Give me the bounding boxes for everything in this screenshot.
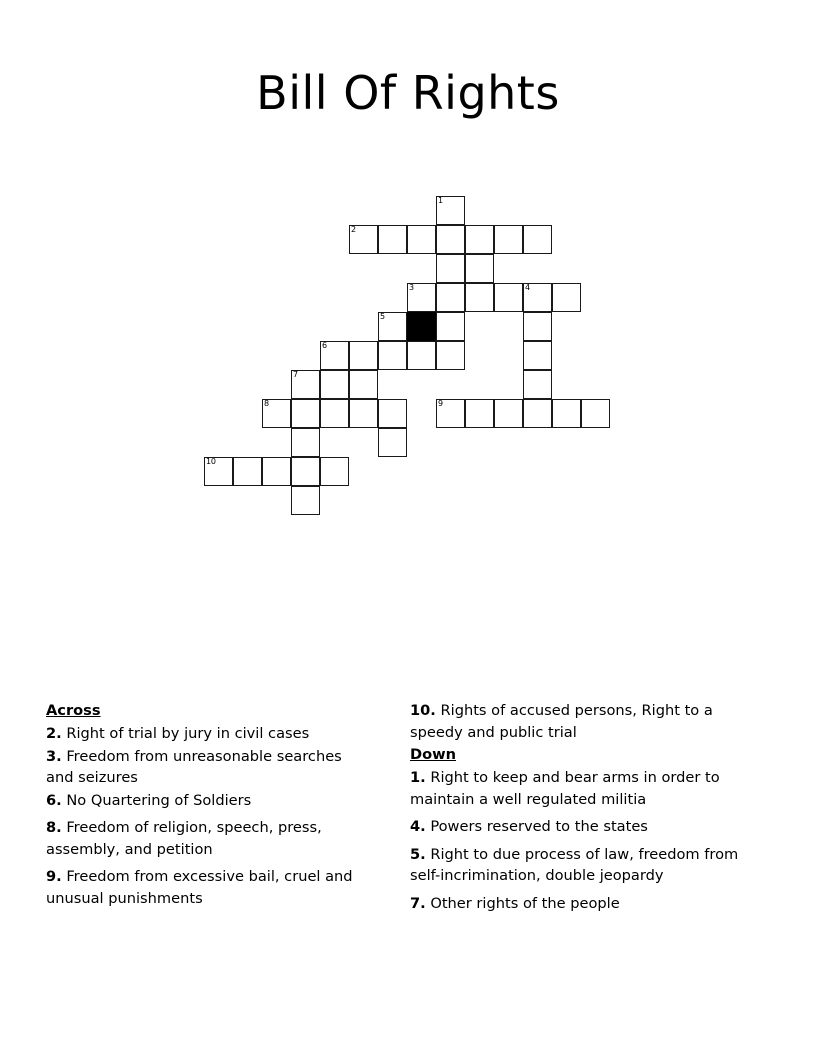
clue-text: Freedom from excessive bail, cruel and unusual punishments [46, 868, 353, 907]
clue-column-right [410, 700, 762, 915]
down-heading: Down [410, 746, 457, 763]
clue-across-6[interactable] [46, 790, 366, 812]
clue-text: Right to due process of law, freedom from self-incrimination, double jeopardy [410, 845, 739, 884]
clue-number: 8. [46, 819, 62, 836]
grid-cell[interactable] [523, 312, 552, 341]
crossword-grid[interactable] [204, 196, 614, 526]
cell-number: 4 [525, 283, 530, 292]
grid-cell[interactable] [349, 370, 378, 399]
grid-cell[interactable] [378, 312, 407, 341]
cell-number: 8 [264, 399, 269, 408]
grid-cell[interactable] [291, 457, 320, 486]
grid-cell[interactable] [407, 341, 436, 370]
grid-cell[interactable] [436, 283, 465, 312]
grid-cell[interactable] [291, 399, 320, 428]
grid-cell[interactable] [262, 399, 291, 428]
clue-across-9[interactable] [46, 866, 366, 909]
cell-number: 1 [438, 196, 443, 205]
clue-text: Freedom of religion, speech, press, assembly, and petition [46, 819, 322, 858]
grid-cell[interactable] [436, 341, 465, 370]
clue-column-left [46, 700, 366, 910]
clue-number: 6. [46, 791, 62, 809]
grid-cell[interactable] [320, 399, 349, 428]
grid-cell[interactable] [494, 225, 523, 254]
clue-across-10[interactable] [410, 700, 762, 743]
cell-number: 7 [293, 370, 298, 379]
clue-text: No Quartering of Soldiers [61, 791, 252, 809]
clue-number: 5. [410, 845, 426, 863]
grid-cell[interactable] [523, 399, 552, 428]
grid-cell[interactable] [465, 225, 494, 254]
clue-number: 1. [410, 769, 426, 786]
clue-number: 9. [46, 868, 62, 885]
grid-cell[interactable] [436, 225, 465, 254]
grid-cell[interactable] [436, 399, 465, 428]
grid-cell[interactable] [320, 370, 349, 399]
clue-text: Powers reserved to the states [425, 818, 648, 835]
clue-number: 7. [410, 894, 426, 912]
down-clue-list [410, 767, 762, 914]
grid-cell[interactable] [436, 254, 465, 283]
grid-cell[interactable] [494, 283, 523, 312]
grid-cell[interactable] [349, 225, 378, 254]
clue-across-8[interactable] [46, 817, 366, 860]
clue-down-5[interactable] [410, 844, 762, 887]
grid-cell[interactable] [407, 283, 436, 312]
cell-number: 5 [380, 312, 385, 321]
grid-cell[interactable] [262, 457, 291, 486]
grid-cell[interactable] [523, 341, 552, 370]
grid-cell[interactable] [291, 428, 320, 457]
grid-cell[interactable] [349, 399, 378, 428]
grid-cell[interactable] [291, 486, 320, 515]
grid-cell[interactable] [204, 457, 233, 486]
grid-cell[interactable] [494, 399, 523, 428]
grid-cell[interactable] [407, 225, 436, 254]
page-title: Bill Of Rights [256, 65, 560, 120]
cell-number: 10 [206, 457, 216, 466]
clue-down-4[interactable] [410, 816, 762, 838]
clue-across-3[interactable] [46, 746, 366, 789]
grid-cell[interactable] [523, 225, 552, 254]
grid-cell[interactable] [523, 370, 552, 399]
across-clue-list-continued [410, 700, 762, 743]
clue-number: 2. [46, 725, 62, 742]
clue-text: Freedom from unreasonable searches and seizures [46, 747, 342, 786]
clue-down-7[interactable] [410, 893, 762, 915]
grid-cell[interactable] [465, 399, 494, 428]
clue-across-2[interactable] [46, 723, 366, 745]
grid-cell[interactable] [291, 370, 320, 399]
grid-cell[interactable] [378, 341, 407, 370]
clue-text: Right of trial by jury in civil cases [61, 725, 310, 742]
grid-cell[interactable] [349, 341, 378, 370]
grid-cell[interactable] [320, 457, 349, 486]
clue-panel [46, 700, 776, 970]
grid-cell[interactable] [436, 196, 465, 225]
clue-down-1[interactable] [410, 767, 762, 810]
grid-cell[interactable] [552, 399, 581, 428]
clue-number: 3. [46, 747, 62, 765]
grid-cell[interactable] [378, 428, 407, 457]
cell-number: 6 [322, 341, 327, 350]
grid-cell[interactable] [523, 283, 552, 312]
grid-cell[interactable] [436, 312, 465, 341]
grid-cell[interactable] [378, 399, 407, 428]
clue-text: Other rights of the people [425, 894, 620, 912]
grid-cell[interactable] [378, 225, 407, 254]
grid-cell[interactable] [320, 341, 349, 370]
clue-text: Right to keep and bear arms in order to maintain a well regulated militia [410, 769, 720, 808]
clue-text: Rights of accused persons, Right to a speedy and public trial [410, 702, 713, 741]
grid-block-cell [407, 312, 436, 341]
grid-cell[interactable] [465, 254, 494, 283]
grid-cell[interactable] [581, 399, 610, 428]
grid-cell[interactable] [233, 457, 262, 486]
cell-number: 2 [351, 225, 356, 234]
cell-number: 3 [409, 283, 414, 292]
grid-cell[interactable] [552, 283, 581, 312]
cell-number: 9 [438, 399, 443, 408]
across-heading: Across [46, 702, 101, 719]
clue-number: 10. [410, 702, 436, 719]
grid-cell[interactable] [465, 283, 494, 312]
clue-number: 4. [410, 818, 426, 835]
across-clue-list [46, 723, 366, 909]
